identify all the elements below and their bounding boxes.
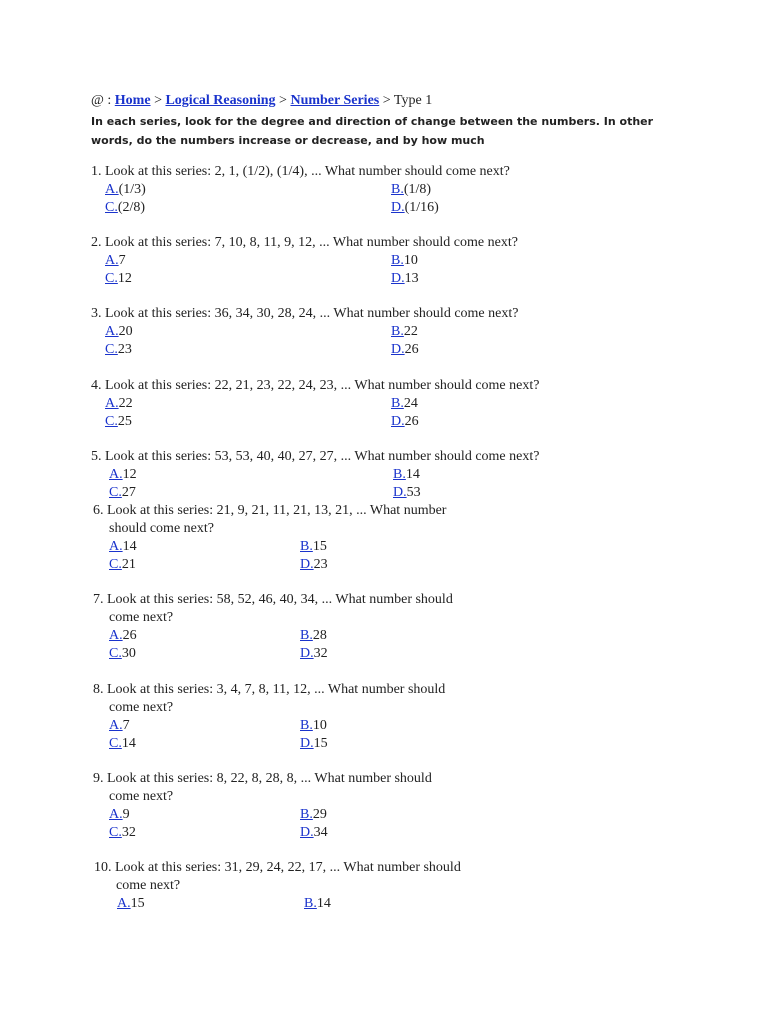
question-text-continued: come next? xyxy=(109,789,174,804)
option-letter-link[interactable]: A. xyxy=(109,628,123,643)
option-value: 34 xyxy=(313,825,328,840)
option-a[interactable] xyxy=(105,252,126,270)
option-letter-link[interactable]: A. xyxy=(105,253,119,268)
option-value: 15 xyxy=(130,896,145,911)
question-2 xyxy=(91,234,518,288)
option-a[interactable] xyxy=(109,538,137,556)
question-text-continued: come next? xyxy=(116,878,181,893)
option-value: 13 xyxy=(404,271,419,286)
option-value: 21 xyxy=(121,557,136,572)
option-d[interactable] xyxy=(391,199,439,217)
option-letter-link[interactable]: B. xyxy=(391,396,404,411)
option-value: 26 xyxy=(404,342,419,357)
option-value: 23 xyxy=(117,342,132,357)
option-b[interactable] xyxy=(391,323,418,341)
answer-options xyxy=(91,466,539,502)
option-value: 20 xyxy=(118,324,133,339)
question-6 xyxy=(93,502,446,574)
option-c[interactable] xyxy=(105,270,132,288)
option-letter-link[interactable]: D. xyxy=(391,414,405,429)
option-d[interactable] xyxy=(300,556,328,574)
option-letter-link[interactable]: C. xyxy=(109,485,122,500)
option-value: 15 xyxy=(312,539,327,554)
option-value: (2/8) xyxy=(117,200,146,215)
question-text-continued: come next? xyxy=(109,700,174,715)
option-value: 14 xyxy=(121,736,136,751)
option-value: 14 xyxy=(405,467,420,482)
question-text: 1. Look at this series: 2, 1, (1/2), (1/4), ... What number should come next? xyxy=(91,164,510,179)
option-b[interactable] xyxy=(391,395,418,413)
option-b[interactable] xyxy=(300,717,327,735)
question-text-continued: should come next? xyxy=(109,521,214,536)
option-c[interactable] xyxy=(105,199,145,217)
answer-options xyxy=(93,717,445,753)
breadcrumb-separator: > xyxy=(382,93,391,108)
option-letter-link[interactable]: C. xyxy=(109,646,122,661)
option-letter-link[interactable]: B. xyxy=(300,539,313,554)
breadcrumb-current: Type 1 xyxy=(393,93,433,108)
option-d[interactable] xyxy=(300,824,328,842)
option-d[interactable] xyxy=(300,645,328,663)
option-c[interactable] xyxy=(105,413,132,431)
option-a[interactable] xyxy=(109,627,137,645)
breadcrumb-separator: > xyxy=(279,93,287,108)
option-a[interactable] xyxy=(109,806,130,824)
option-d[interactable] xyxy=(391,270,419,288)
option-c[interactable] xyxy=(109,484,136,502)
option-value: 12 xyxy=(117,271,132,286)
answer-options xyxy=(91,252,518,288)
answer-options xyxy=(94,895,461,931)
option-letter-link[interactable]: B. xyxy=(304,896,317,911)
question-5 xyxy=(91,448,539,502)
option-letter-link[interactable]: B. xyxy=(300,718,313,733)
question-text: 2. Look at this series: 7, 10, 8, 11, 9, 12, ... What number should come next? xyxy=(91,235,518,250)
option-value: 14 xyxy=(122,539,137,554)
breadcrumb-logical-reasoning-link[interactable]: Logical Reasoning xyxy=(165,93,276,108)
option-a[interactable] xyxy=(109,717,130,735)
option-letter-link[interactable]: B. xyxy=(391,253,404,268)
question-text: 8. Look at this series: 3, 4, 7, 8, 11, 12, ... What number should xyxy=(93,682,446,697)
option-value: 53 xyxy=(406,485,421,500)
question-3 xyxy=(91,305,518,359)
option-value: 9 xyxy=(122,807,130,822)
option-letter-link[interactable]: C. xyxy=(109,557,122,572)
option-b[interactable] xyxy=(391,252,418,270)
option-value: 22 xyxy=(118,396,133,411)
option-letter-link[interactable]: A. xyxy=(109,539,123,554)
answer-options xyxy=(91,395,539,431)
question-text: 4. Look at this series: 22, 21, 23, 22, 24, 23, ... What number should come next? xyxy=(91,378,540,393)
option-value: 32 xyxy=(121,825,136,840)
option-letter-link[interactable]: C. xyxy=(105,200,118,215)
option-letter-link[interactable]: B. xyxy=(300,807,313,822)
option-b[interactable] xyxy=(300,806,327,824)
answer-options xyxy=(93,627,453,663)
option-letter-link[interactable]: A. xyxy=(109,467,123,482)
option-value: 29 xyxy=(312,807,327,822)
option-letter-link[interactable]: D. xyxy=(393,485,407,500)
option-a[interactable] xyxy=(105,395,133,413)
option-letter-link[interactable]: A. xyxy=(105,182,119,197)
option-value: 7 xyxy=(118,253,126,268)
option-value: 22 xyxy=(403,324,418,339)
option-c[interactable] xyxy=(109,556,136,574)
question-4 xyxy=(91,377,539,431)
option-letter-link[interactable]: C. xyxy=(109,825,122,840)
answer-options xyxy=(93,538,446,574)
option-c[interactable] xyxy=(105,341,132,359)
option-value: 28 xyxy=(312,628,327,643)
option-b[interactable] xyxy=(304,895,331,913)
answer-options xyxy=(93,806,432,842)
option-value: 12 xyxy=(122,467,137,482)
option-value: 26 xyxy=(404,414,419,429)
option-value: 24 xyxy=(403,396,418,411)
option-value: (1/8) xyxy=(403,182,432,197)
option-d[interactable] xyxy=(300,735,328,753)
option-value: 14 xyxy=(316,896,331,911)
option-b[interactable] xyxy=(300,627,327,645)
breadcrumb-home-link[interactable]: Home xyxy=(114,93,151,108)
question-8 xyxy=(93,681,445,753)
option-c[interactable] xyxy=(109,735,136,753)
breadcrumb-separator: > xyxy=(154,93,162,108)
answer-options xyxy=(91,181,510,217)
question-text: 5. Look at this series: 53, 53, 40, 40, 27, 27, ... What number should come next? xyxy=(91,449,540,464)
question-10 xyxy=(94,859,461,931)
option-letter-link[interactable]: C. xyxy=(109,736,122,751)
question-1 xyxy=(91,163,510,217)
option-a[interactable] xyxy=(117,895,145,913)
option-b[interactable] xyxy=(300,538,327,556)
question-7 xyxy=(93,591,453,663)
option-d[interactable] xyxy=(391,413,419,431)
breadcrumb-prefix: @ : xyxy=(91,93,112,108)
option-letter-link[interactable]: C. xyxy=(105,342,118,357)
option-d[interactable] xyxy=(393,484,421,502)
option-letter-link[interactable]: D. xyxy=(300,825,314,840)
option-letter-link[interactable]: D. xyxy=(391,342,405,357)
question-text: 6. Look at this series: 21, 9, 21, 11, 21, 13, 21, ... What number xyxy=(93,503,447,518)
option-value: 23 xyxy=(313,557,328,572)
option-a[interactable] xyxy=(105,181,146,199)
question-9 xyxy=(93,770,432,842)
question-text: 3. Look at this series: 36, 34, 30, 28, 24, ... What number should come next? xyxy=(91,306,519,321)
question-text: 7. Look at this series: 58, 52, 46, 40, 34, ... What number should xyxy=(93,592,453,607)
question-text: 9. Look at this series: 8, 22, 8, 28, 8, ... What number should xyxy=(93,771,432,786)
option-value: 27 xyxy=(121,485,136,500)
option-value: 10 xyxy=(312,718,327,733)
option-value: (1/3) xyxy=(118,182,146,197)
option-letter-link[interactable]: D. xyxy=(300,646,314,661)
option-letter-link[interactable]: B. xyxy=(393,467,406,482)
option-value: 10 xyxy=(403,253,418,268)
option-letter-link[interactable]: D. xyxy=(300,557,314,572)
question-text: 10. Look at this series: 31, 29, 24, 22, 17, ... What number should xyxy=(94,860,461,875)
option-a[interactable] xyxy=(109,466,137,484)
option-value: 15 xyxy=(313,736,328,751)
option-c[interactable] xyxy=(109,824,136,842)
option-b[interactable] xyxy=(393,466,420,484)
option-letter-link[interactable]: D. xyxy=(391,271,405,286)
option-c[interactable] xyxy=(109,645,136,663)
option-value: 26 xyxy=(122,628,137,643)
option-letter-link[interactable]: D. xyxy=(391,200,405,215)
option-letter-link[interactable]: A. xyxy=(109,807,123,822)
option-letter-link[interactable]: B. xyxy=(391,182,404,197)
option-value: 25 xyxy=(117,414,132,429)
option-letter-link[interactable]: D. xyxy=(300,736,314,751)
intro-text: In each series, look for the degree and direction of change between the numbers. In other words, do the numbers increase or decrease, and by how much xyxy=(91,115,654,147)
option-letter-link[interactable]: B. xyxy=(391,324,404,339)
option-d[interactable] xyxy=(391,341,419,359)
option-letter-link[interactable]: B. xyxy=(300,628,313,643)
option-a[interactable] xyxy=(105,323,133,341)
option-value: (1/16) xyxy=(404,200,439,215)
option-letter-link[interactable]: C. xyxy=(105,414,118,429)
option-letter-link[interactable]: A. xyxy=(105,396,119,411)
option-letter-link[interactable]: A. xyxy=(117,896,131,911)
answer-options xyxy=(91,323,518,359)
option-value: 30 xyxy=(121,646,136,661)
question-text-continued: come next? xyxy=(109,610,174,625)
option-b[interactable] xyxy=(391,181,431,199)
option-letter-link[interactable]: A. xyxy=(105,324,119,339)
breadcrumb xyxy=(91,93,432,109)
option-value: 7 xyxy=(122,718,130,733)
option-value: 32 xyxy=(313,646,328,661)
option-letter-link[interactable]: A. xyxy=(109,718,123,733)
option-letter-link[interactable]: C. xyxy=(105,271,118,286)
breadcrumb-number-series-link[interactable]: Number Series xyxy=(290,93,380,108)
